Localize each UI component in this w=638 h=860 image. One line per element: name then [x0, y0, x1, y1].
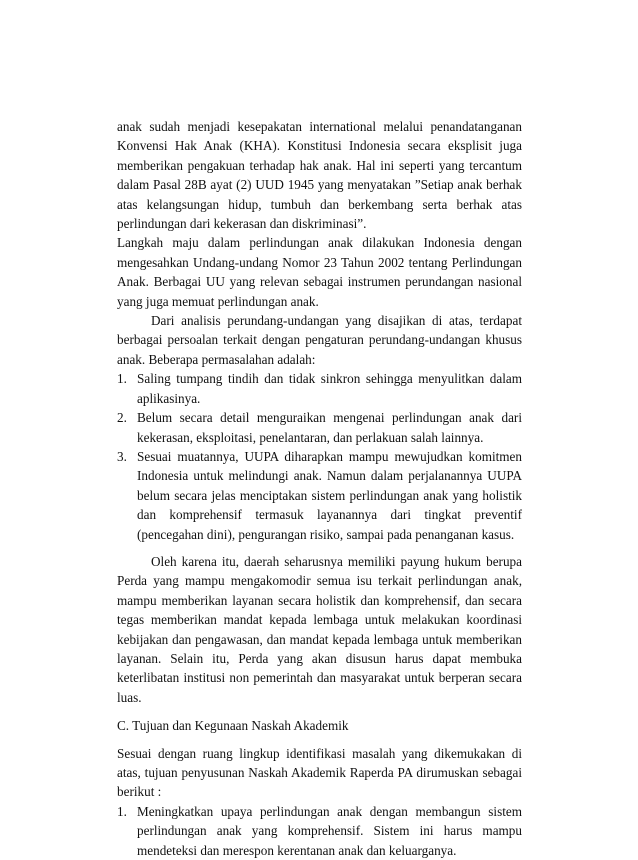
list-number: 2.	[117, 410, 127, 426]
document-body	[117, 117, 522, 860]
list-item	[117, 369, 522, 408]
section-heading: C. Tujuan dan Kegunaan Naskah Akademik	[117, 718, 349, 734]
list-item	[117, 802, 522, 860]
list-number: 3.	[117, 448, 127, 464]
paragraph-kha: anak sudah menjadi kesepakatan international melalui penandatanganan Konvensi Hak Anak (KHA). Konstitusi Indonesia secara eksplisit juga memberikan pengakuan terhadap hak anak. Hal ini seperti yang tercantum dalam Pasal 28B ayat (2) UUD 1945 yang menyatakan ”Setiap anak berhak atas kelangsungan hidup, tumbuh dan berkembang serta berhak atas perlindungan dari kekerasan dan diskriminasi”.	[117, 119, 522, 232]
list-text: Belum secara detail menguraikan mengenai perlindungan anak dari kekerasan, eksploitasi, penelantaran, dan perlakuan salah lainnya.	[137, 410, 522, 445]
goal-list	[117, 802, 522, 860]
paragraph-tujuan: Sesuai dengan ruang lingkup identifikasi masalah yang dikemukakan di atas, tujuan penyusunan Naskah Akademik Raperda PA dirumuskan sebagai berikut :	[117, 745, 522, 800]
list-text: Meningkatkan upaya perlindungan anak dengan membangun sistem perlindungan anak yang komprehensif. Sistem ini harus mampu mendeteksi dan merespon kerentanan anak dan keluarganya.	[137, 803, 522, 858]
list-item	[117, 408, 522, 447]
list-number: 1.	[117, 371, 127, 387]
paragraph-langkah-maju: Langkah maju dalam perlindungan anak dilakukan Indonesia dengan mengesahkan Undang-undang Nomor 23 Tahun 2002 tentang Perlindungan Anak. Berbagai UU yang relevan sebagai instrumen perundangan nasional yang juga memuat perlindungan anak.	[117, 235, 522, 309]
problem-list	[117, 369, 522, 544]
list-item	[117, 447, 522, 544]
paragraph-oleh-karena-itu: Oleh karena itu, daerah seharusnya memiliki payung hukum berupa Perda yang mampu mengakomodir semua isu terkait perlindungan anak, mampu memberikan layanan secara holistik dan komprehensif, dan secara tegas memberikan mandat kepada lembaga untuk melakukan koordinasi kebijakan dan pengawasan, dan mandat kepada lembaga untuk memberikan layanan. Selain itu, Perda yang akan disusun harus dapat membuka keterlibatan institusi non pemerintah dan masyarakat untuk berperan secara luas.	[117, 553, 522, 705]
paragraph-analisis: Dari analisis perundang-undangan yang disajikan di atas, terdapat berbagai persoalan terkait dengan pengaturan perundang-undangan khusus anak. Beberapa permasalahan adalah:	[117, 313, 522, 367]
list-text: Sesuai muatannya, UUPA diharapkan mampu mewujudkan komitmen Indonesia untuk melindungi anak. Namun dalam perjalanannya UUPA belum secara jelas menciptakan sistem perlindungan anak yang holistik dan komprehensif termasuk layanannya dari tingkat preventif (pencegahan dini), pengurangan risiko, sampai pada penanganan kasus.	[137, 448, 522, 542]
list-number: 1.	[117, 803, 127, 819]
list-text: Saling tumpang tindih dan tidak sinkron sehingga menyulitkan dalam aplikasinya.	[137, 371, 522, 406]
